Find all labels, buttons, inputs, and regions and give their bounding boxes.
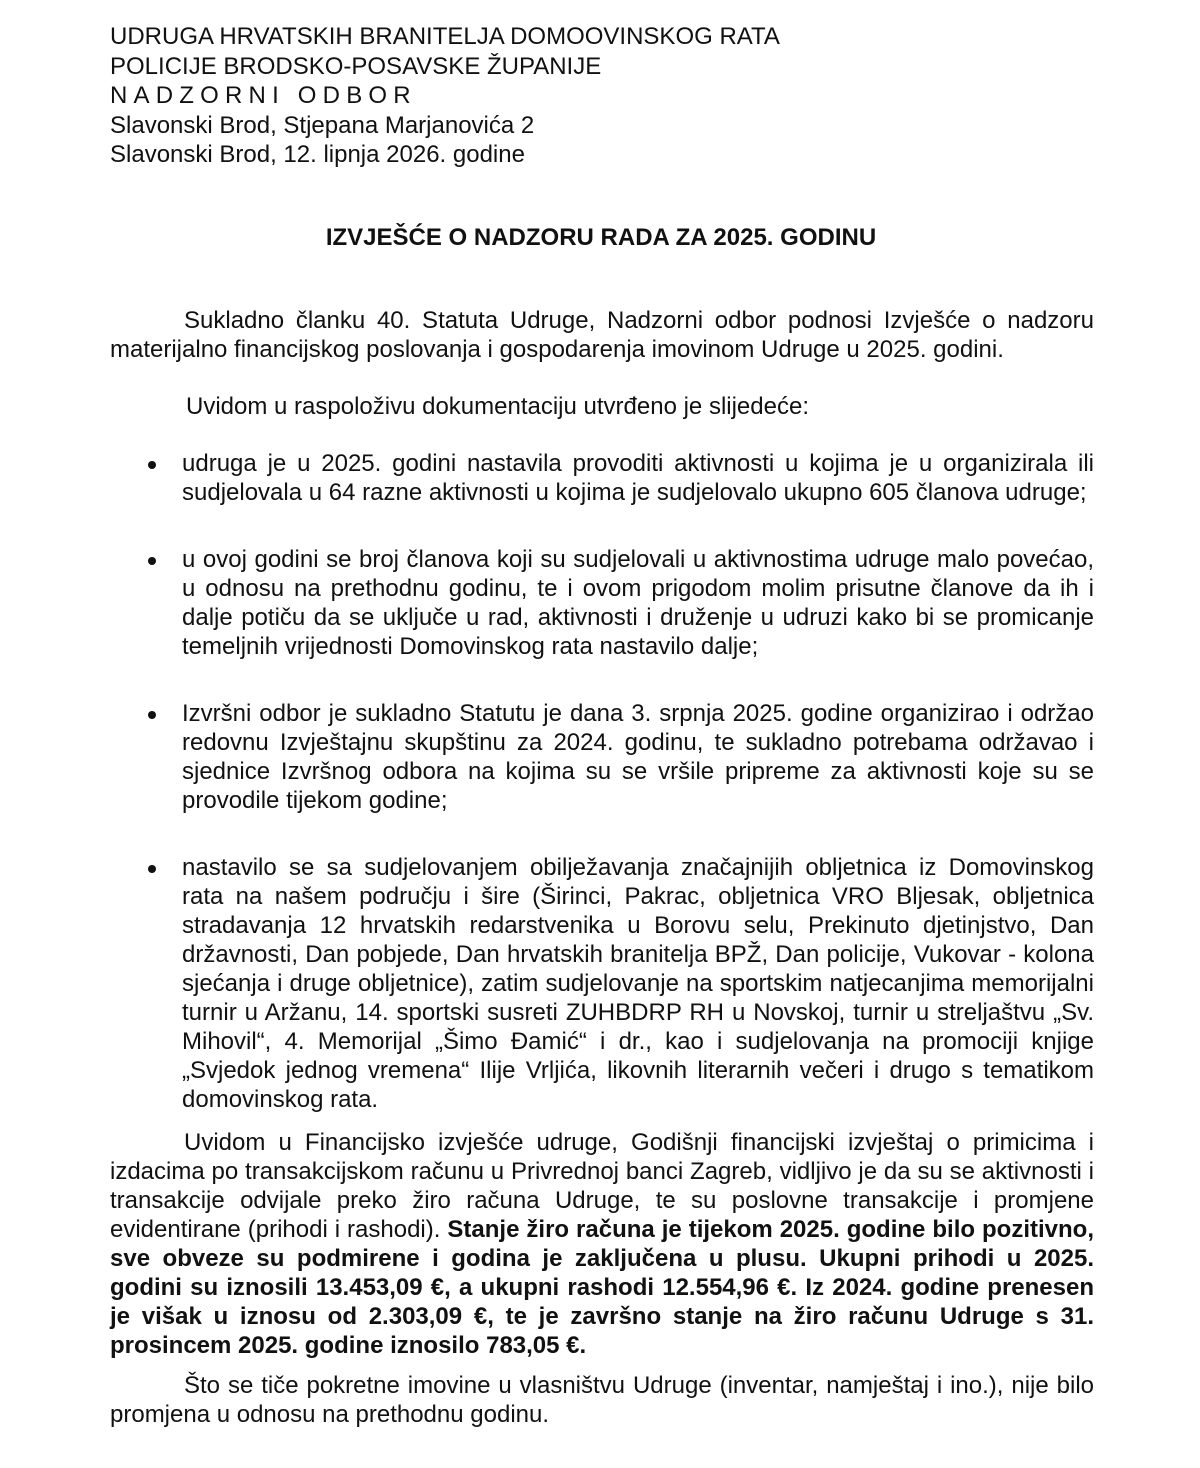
list-item [110, 853, 1094, 1114]
bullet-icon [148, 557, 156, 565]
bullet-icon [148, 711, 156, 719]
findings-list [110, 449, 1094, 1114]
letterhead [110, 22, 780, 170]
intro-paragraph: Sukladno članku 40. Statuta Udruge, Nadzorni odbor podnosi Izvješće o nadzoru materijalno financijskog poslovanja i gospodarenja imovinom Udruge u 2025. godini. [110, 307, 1094, 363]
list-item [110, 699, 1094, 815]
organization-name-line-1: UDRUGA HRVATSKIH BRANITELJA DOMOOVINSKOG RATA [110, 23, 780, 50]
organization-name-line-2: POLICIJE BRODSKO-POSAVSKE ŽUPANIJE [110, 52, 602, 80]
place-and-date: Slavonski Brod, 12. lipnja 2026. godine [110, 141, 525, 168]
address: Slavonski Brod, Stjepana Marjanovića 2 [110, 111, 535, 139]
findings-intro: Uvidom u raspoloživu dokumentaciju utvrđeno je slijedeće: [186, 393, 809, 420]
financial-summary-bold: Stanje žiro računa je tijekom 2025. godine bilo pozitivno, sve obveze su podmirene i godina je zaključena u plusu. Ukupni prihodi u 2025. godini su iznosili 13.453,09 €, a ukupni rashodi 12.554,96 €. Iz 2024. godine prenesen je višak u iznosu od 2.303,09 €, te je završno stanje na žiro računu Udruge s 31. prosincem 2025. godine iznosilo 783,05 €. [110, 1216, 1094, 1359]
financial-text: Uvidom u Financijsko izvješće udruge, Godišnji financijski izvještaj o primicima i izdacima po transakcijskom računu u Privrednoj banci Zagreb, vidljivo je da su se aktivnosti i transakcije odvijale preko žiro računa Udruge, te su poslovne transakcije i promjene evidentirane (prihodi i rashodi). [110, 1129, 1094, 1243]
bullet-icon [148, 865, 156, 873]
financial-paragraph [110, 1128, 1094, 1360]
list-item [110, 449, 1094, 507]
list-item-text: Izvršni odbor je sukladno Statutu je dana 3. srpnja 2025. godine organizirao i održao redovnu Izvještajnu skupštinu za 2024. godinu, te sukladno potrebama održavao i sjednice Izvršnog odbora na kojima su se vršile pripreme za aktivnosti koje su se provodile tijekom godine; [182, 700, 1094, 814]
board-name: NADZORNI ODBOR [110, 82, 417, 109]
list-item-text: udruga je u 2025. godini nastavila provoditi aktivnosti u kojima je u organizirala ili sudjelovala u 64 razne aktivnosti u kojima je sudjelovalo ukupno 605 članova udruge; [182, 450, 1094, 506]
list-item-text: u ovoj godini se broj članova koji su sudjelovali u aktivnostima udruge malo povećao, u odnosu na prethodnu godinu, te i ovom prigodom molim prisutne članove da ih i dalje potiču da se uključe u rad, aktivnosti i druženje u udruzi kako bi se promicanje temeljnih vrijednosti Domovinskog rata nastavilo dalje; [182, 546, 1094, 660]
list-item-text: nastavilo se sa sudjelovanjem obilježavanja značajnijih obljetnica iz Domovinskog rata na našem području i šire (Širinci, Pakrac, obljetnica VRO Bljesak, obljetnica stradavanja 12 hrvatskih redarstvenika u Borovu selu, Prekinuto djetinjstvo, Dan državnosti, Dan pobjede, Dan hrvatskih branitelja BPŽ, Dan policije, Vukovar - kolona sjećanja i druge obljetnice), zatim sudjelovanje na sportskim natjecanjima memorijalni turnir u Aržanu, 14. sportski susreti ZUHBDRP RH u Novskoj, turnir u streljaštvu „Sv. Mihovil“, 4. Memorijal „Šimo Đamić“ i dr., kao i sudjelovanja na promociji knjige „Svjedok jednog vremena“ Ilije Vrljića, likovnih literarnih večeri i drugo s tematikom domovinskog rata. [182, 854, 1094, 1113]
document-title [0, 223, 1200, 253]
assets-paragraph: Što se tiče pokretne imovine u vlasništvu Udruge (inventar, namještaj i ino.), nije bilo promjena u odnosu na prethodnu godinu. [110, 1372, 1094, 1428]
document-title-text: IZVJEŠĆE O NADZORU RADA ZA 2025. GODINU [325, 224, 877, 251]
bullet-icon [148, 461, 156, 469]
list-item [110, 545, 1094, 661]
